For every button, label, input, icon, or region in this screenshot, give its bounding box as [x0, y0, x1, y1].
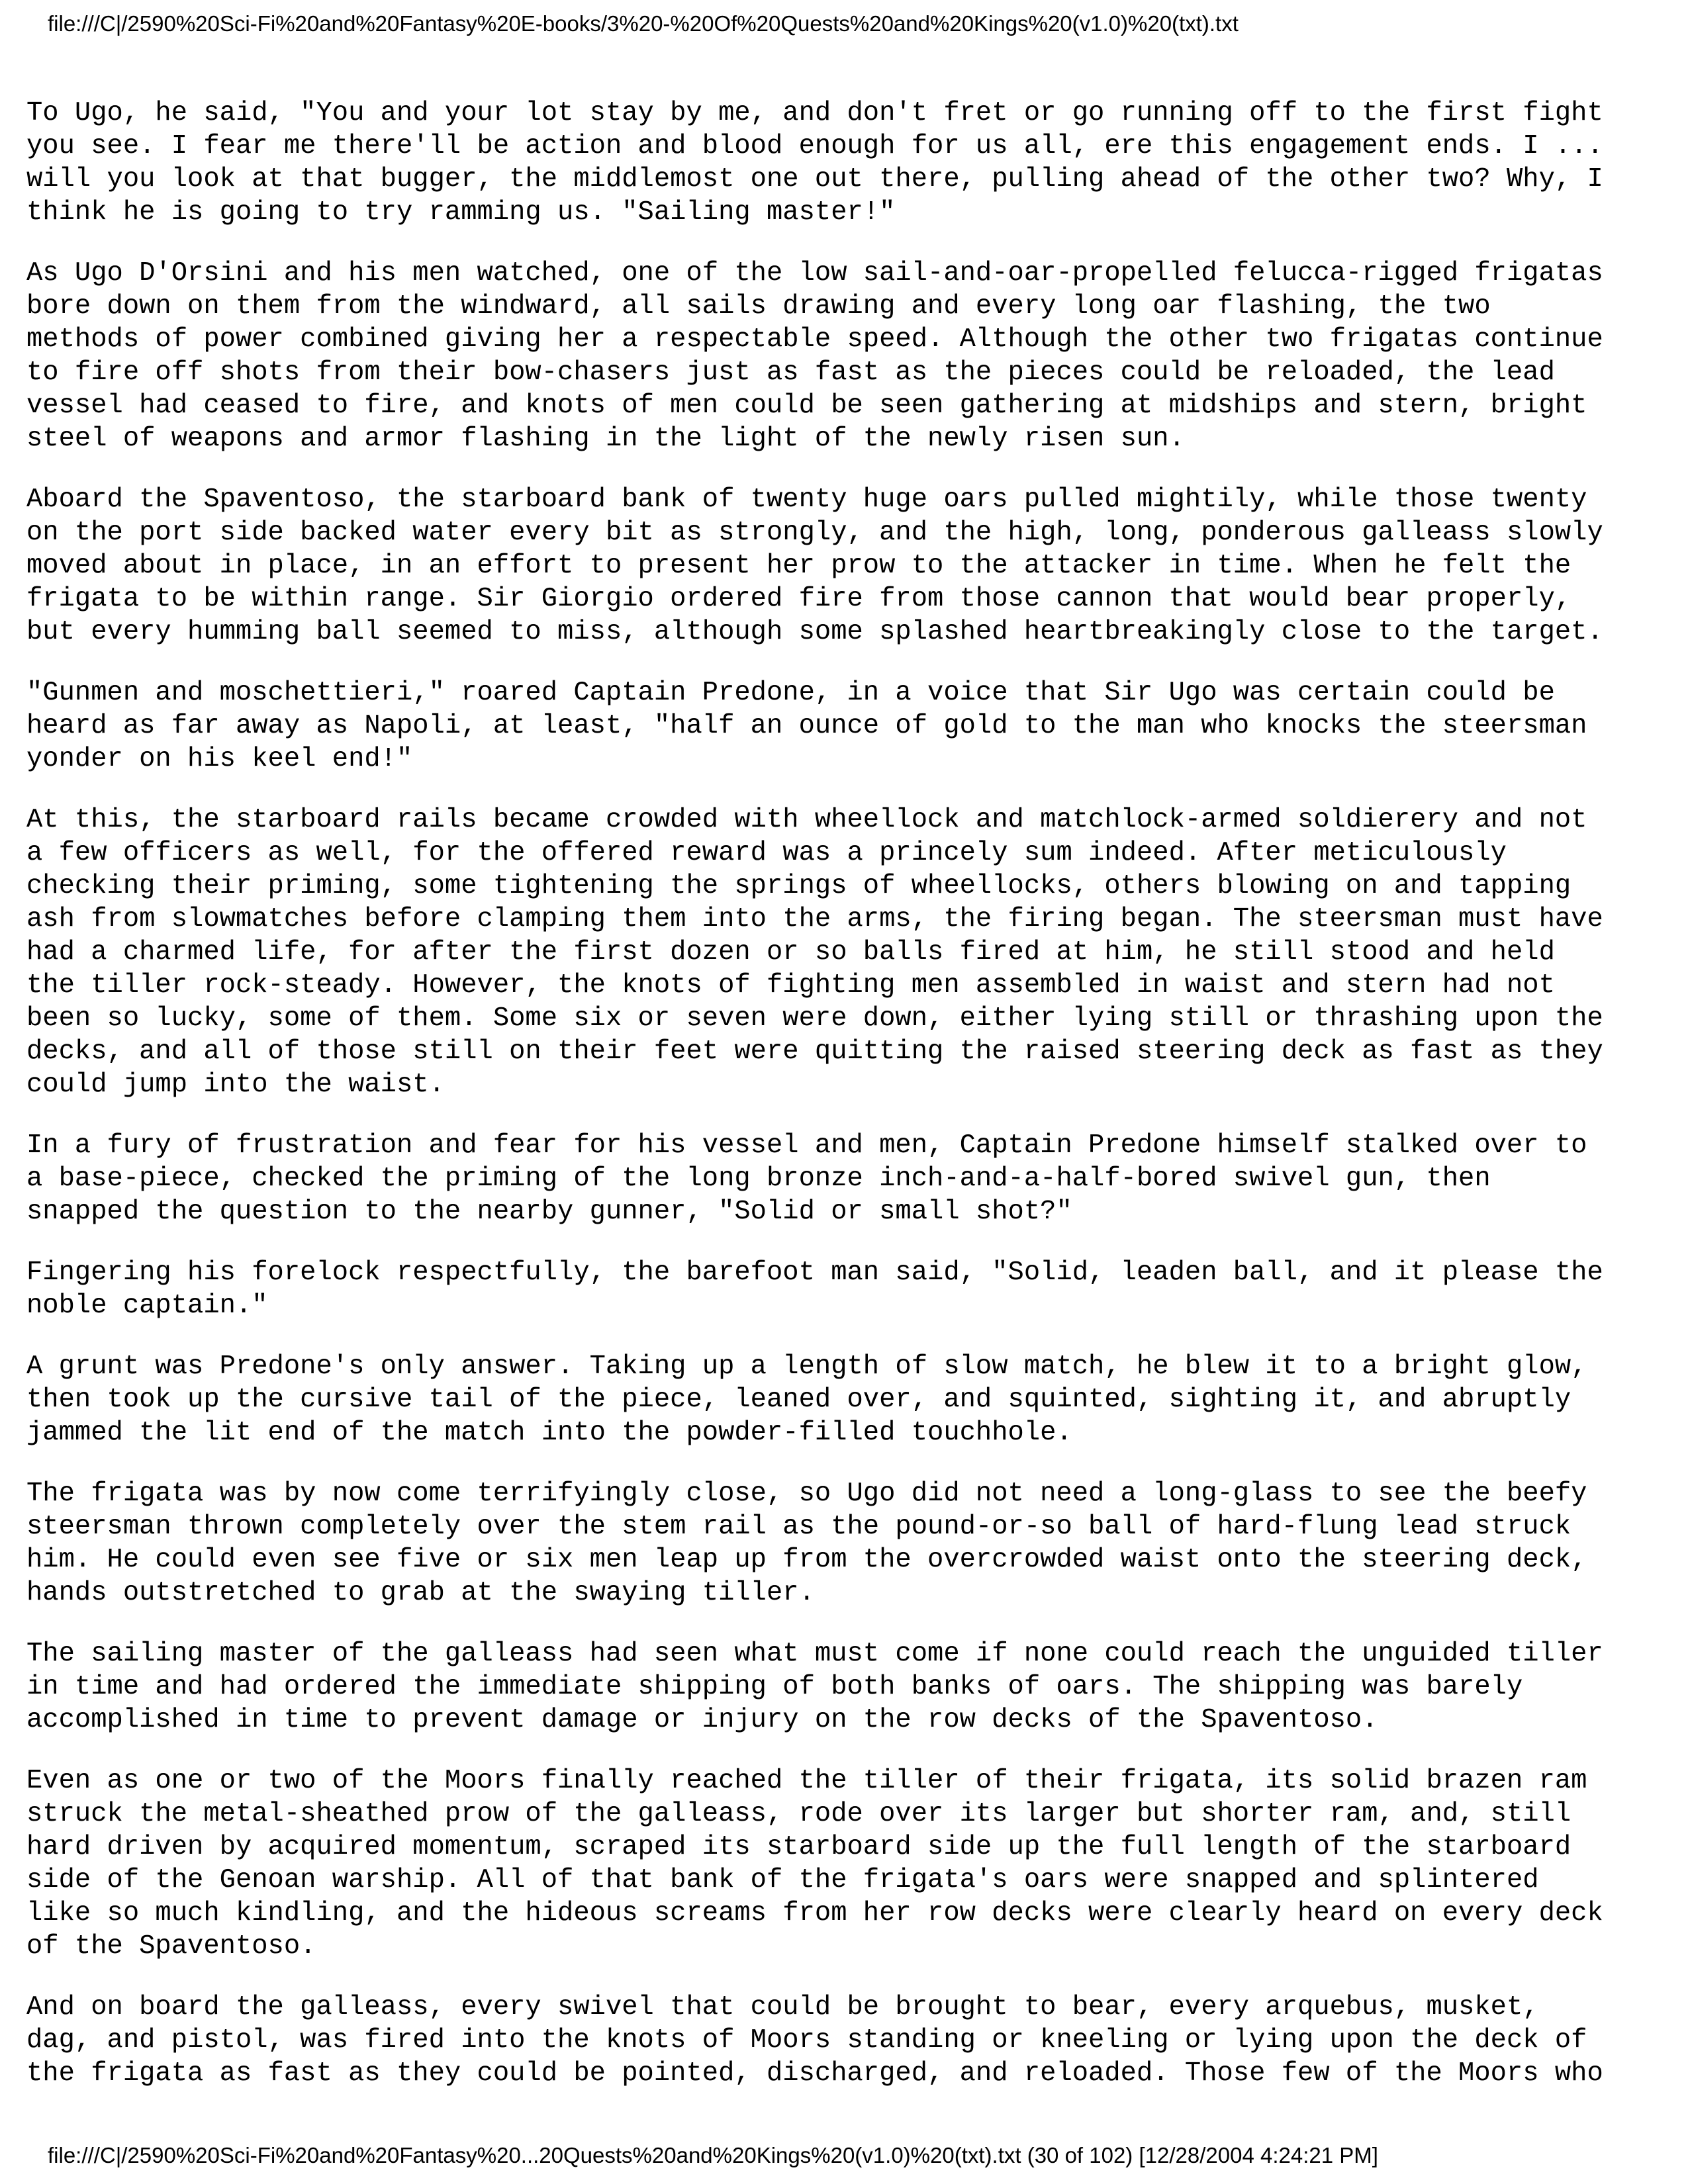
- document-body: [26, 97, 1662, 2118]
- paragraph: A grunt was Predone's only answer. Taking up a length of slow match, he blew it to a bright glow, then took up the cursive tail of the piece, leaned over, and squinted, sighting it, and abruptly jammed the lit end of the match into the powder-filled touchhole.: [26, 1351, 1587, 1448]
- paragraph: Fingering his forelock respectfully, the barefoot man said, "Solid, leaden ball, and it please the noble captain.": [26, 1257, 1603, 1321]
- paragraph: The sailing master of the galleass had seen what must come if none could reach the unguided tiller in time and had ordered the immediate shipping of both banks of oars. The shipping was barely accomplished in time to prevent damage or injury on the row decks of the Spaventoso.: [26, 1639, 1603, 1735]
- paragraph: To Ugo, he said, "You and your lot stay by me, and don't fret or go running off to the first fight you see. I fear me there'll be action and blood enough for us all, ere this engagement ends. I ... will you look at that bugger, the middlemost one out there, pulling ahead of the other two? Why, I think he is going to try ramming us. "Sailing master!": [26, 98, 1603, 228]
- page-footer-info: file:///C|/2590%20Sci-Fi%20and%20Fantasy%20...20Quests%20and%20Kings%20(v1.0)%20(txt).txt (30 of 102) [12/28/2004 4:24:21 PM]: [48, 2143, 1378, 2167]
- paragraph: As Ugo D'Orsini and his men watched, one of the low sail-and-oar-propelled felucca-rigged frigatas bore down on them from the windward, all sails drawing and every long oar flashing, the two methods of power combined giving her a respectable speed. Although the other two frigatas continue to fire off shots from their bow-chasers just as fast as the pieces could be reloaded, the lead vessel had ceased to fire, and knots of men could be seen gathering at midships and stern, bright steel of weapons and armor flashing in the light of the newly risen sun.: [26, 258, 1603, 454]
- page-header-path: file:///C|/2590%20Sci-Fi%20and%20Fantasy%20E-books/3%20-%20Of%20Quests%20and%20Kings%20(v1.0)%20(txt).txt: [48, 11, 1239, 36]
- paragraph: "Gunmen and moschettieri," roared Captain Predone, in a voice that Sir Ugo was certain could be heard as far away as Napoli, at least, "half an ounce of gold to the man who knocks the steersman yonder on his keel end!": [26, 678, 1587, 774]
- paragraph: At this, the starboard rails became crowded with wheellock and matchlock-armed soldierery and not a few officers as well, for the offered reward was a princely sum indeed. After meticulously checking their priming, some tightening the springs of wheellocks, others blowing on and tapping ash from slowmatches before clamping them into the arms, the firing began. The steersman must have had a charmed life, for after the first dozen or so balls fired at him, he still stood and held the tiller rock-steady. However, the knots of fighting men assembled in waist and stern had not been so lucky, some of them. Some six or seven were down, either lying still or thrashing upon the decks, and all of those still on their feet were quitting the raised steering deck as fast as they could jump into the waist.: [26, 805, 1603, 1100]
- paragraph: In a fury of frustration and fear for his vessel and men, Captain Predone himself stalked over to a base-piece, checked the priming of the long bronze inch-and-a-half-bored swivel gun, then snapped the question to the nearby gunner, "Solid or small shot?": [26, 1130, 1587, 1227]
- paragraph: And on board the galleass, every swivel that could be brought to bear, every arquebus, musket, dag, and pistol, was fired into the knots of Moors standing or kneeling or lying upon the deck of the frigata as fast as they could be pointed, discharged, and reloaded. Those few of the Moors who: [26, 1992, 1603, 2089]
- paragraph: Aboard the Spaventoso, the starboard bank of twenty huge oars pulled mightily, while those twenty on the port side backed water every bit as strongly, and the high, long, ponderous galleass slowly moved about in place, in an effort to present her prow to the attacker in time. When he felt the frigata to be within range. Sir Giorgio ordered fire from those cannon that would bear properly, but every humming ball seemed to miss, although some splashed heartbreakingly close to the target.: [26, 484, 1603, 647]
- paragraph: Even as one or two of the Moors finally reached the tiller of their frigata, its solid brazen ram struck the metal-sheathed prow of the galleass, rode over its larger but shorter ram, and, still hard driven by acquired momentum, scraped its starboard side up the full length of the starboard side of the Genoan warship. All of that bank of the frigata's oars were snapped and splintered like so much kindling, and the hideous screams from her row decks were clearly heard on every deck of the Spaventoso.: [26, 1766, 1603, 1962]
- paragraph: The frigata was by now come terrifyingly close, so Ugo did not need a long-glass to see the beefy steersman thrown completely over the stem rail as the pound-or-so ball of hard-flung lead struck him. He could even see five or six men leap up from the overcrowded waist onto the steering deck, hands outstretched to grab at the swaying tiller.: [26, 1479, 1587, 1608]
